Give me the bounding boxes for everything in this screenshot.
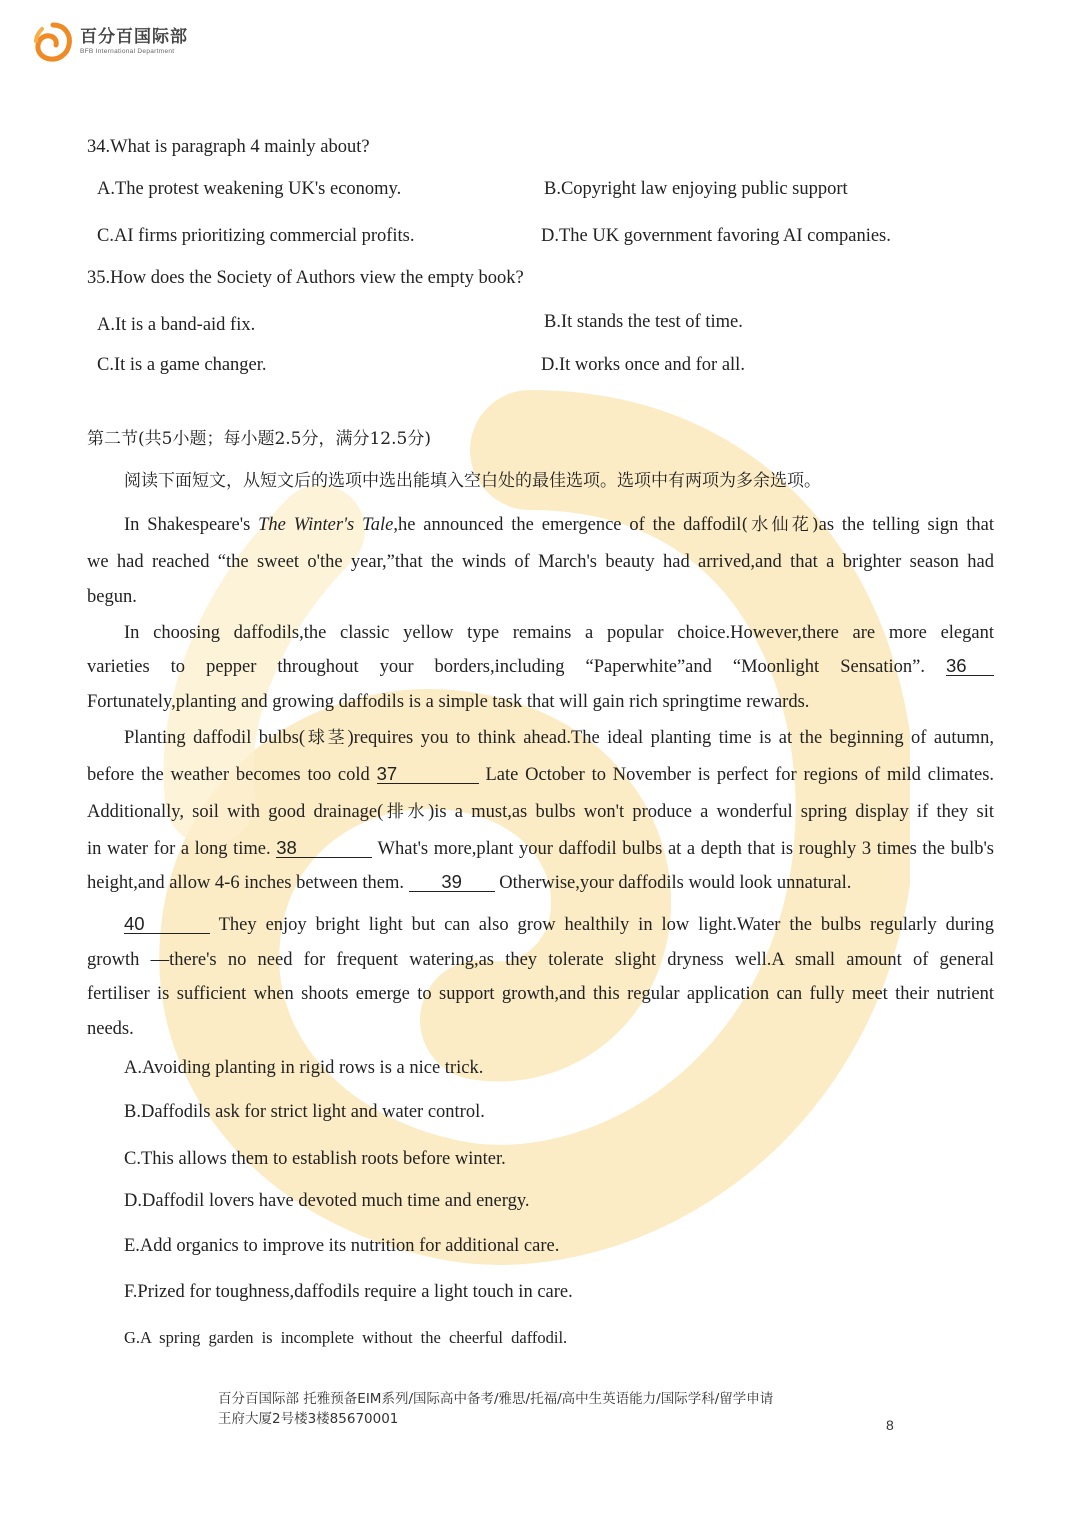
- blank-39[interactable]: 39: [409, 872, 495, 892]
- choice-e: E.Add organics to improve its nutrition for additional care.: [124, 1236, 560, 1256]
- passage-p1-line2: we had reached “the sweet o'the year,”that the winds of March's beauty had arrived,and that a brighter season had: [87, 552, 994, 572]
- footer-address: 王府大厦2号楼3楼85670001: [218, 1411, 399, 1427]
- passage-p2-line3: Fortunately,planting and growing daffodils is a simple task that will gain rich springtime rewards.: [87, 692, 810, 712]
- q35-option-c: C.It is a game changer.: [97, 355, 267, 375]
- passage-p1-line1: In Shakespeare's The Winter's Tale,he announced the emergence of the daffodil(水仙花)as the telling sign that: [124, 515, 994, 535]
- q35-option-b: B.It stands the test of time.: [544, 312, 743, 332]
- choice-b: B.Daffodils ask for strict light and water control.: [124, 1102, 485, 1122]
- logo-english-name: BFB International Department: [80, 48, 175, 55]
- footer-services: 百分百国际部 托雅预备EIM系列/国际高中备考/雅思/托福/高中生英语能力/国际学科/留学申请: [218, 1391, 774, 1407]
- logo-swirl-icon: [30, 19, 76, 65]
- passage-p3-line5: height,and allow 4-6 inches between them. 39 Otherwise,your daffodils would look unnatural.: [87, 871, 852, 893]
- passage-p4-line4: needs.: [87, 1019, 134, 1039]
- q35-option-a: A.It is a band-aid fix.: [97, 315, 256, 335]
- passage-p2-line2: varieties to pepper throughout your borders,including “Paperwhite”and “Moonlight Sensation”. 36: [87, 656, 994, 678]
- passage-p1-line3: begun.: [87, 587, 137, 607]
- passage-p4-line3: fertiliser is sufficient when shoots emerge to support growth,and this regular application can fully meet their nutrient: [87, 984, 994, 1004]
- choice-a: A.Avoiding planting in rigid rows is a nice trick.: [124, 1058, 484, 1078]
- q34-option-b: B.Copyright law enjoying public support: [544, 179, 848, 199]
- section-instruction: 阅读下面短文，从短文后的选项中选出能填入空白处的最佳选项。选项中有两项为多余选项。: [124, 471, 821, 491]
- q35-option-d: D.It works once and for all.: [541, 355, 745, 375]
- choice-d: D.Daffodil lovers have devoted much time and energy.: [124, 1191, 530, 1211]
- passage-p3-line1: Planting daffodil bulbs(球茎)requires you to think ahead.The ideal planting time is at the beginning of autumn,: [124, 728, 994, 748]
- page-number: 8: [886, 1417, 894, 1433]
- blank-37[interactable]: 37: [377, 764, 479, 784]
- blank-36[interactable]: 36: [946, 656, 994, 676]
- passage-p3-line3: Additionally, soil with good drainage(排水)is a must,as bulbs won't produce a wonderful spring display if they sit: [87, 802, 994, 822]
- choice-f: F.Prized for toughness,daffodils require a light touch in care.: [124, 1282, 573, 1302]
- choice-g: G.A spring garden is incomplete without the cheerful daffodil.: [124, 1328, 568, 1347]
- q34-option-d: D.The UK government favoring AI companies.: [541, 226, 891, 246]
- passage-p3-line2: before the weather becomes too cold 37 Late October to November is perfect for regions of mild climates.: [87, 763, 995, 785]
- passage-p3-line4: in water for a long time. 38 What's more,plant your daffodil bulbs at a depth that is roughly 3 times the bulb's: [87, 837, 995, 859]
- blank-38[interactable]: 38: [276, 838, 372, 858]
- q34-option-a: A.The protest weakening UK's economy.: [97, 179, 402, 199]
- question-35: 35.How does the Society of Authors view the empty book?: [87, 268, 524, 288]
- passage-p2-line1: In choosing daffodils,the classic yellow type remains a popular choice.However,there are more elegant: [124, 623, 994, 643]
- choice-c: C.This allows them to establish roots before winter.: [124, 1149, 506, 1169]
- section-heading: 第二节(共5小题；每小题2.5分，满分12.5分): [87, 429, 431, 449]
- q34-option-c: C.AI firms prioritizing commercial profits.: [97, 226, 415, 246]
- passage-p4-line2: growth —there's no need for frequent watering,as they tolerate slight dryness well.A small amount of general: [87, 950, 994, 970]
- question-34: 34.What is paragraph 4 mainly about?: [87, 137, 370, 157]
- blank-40[interactable]: 40: [124, 914, 210, 934]
- logo-chinese-name: 百分百国际部: [80, 27, 188, 47]
- brand-logo: [30, 18, 188, 66]
- passage-p4-line1: 40 They enjoy bright light but can also grow healthily in low light.Water the bulbs regularly during: [124, 913, 994, 935]
- book-title: The Winter's Tale: [258, 515, 394, 535]
